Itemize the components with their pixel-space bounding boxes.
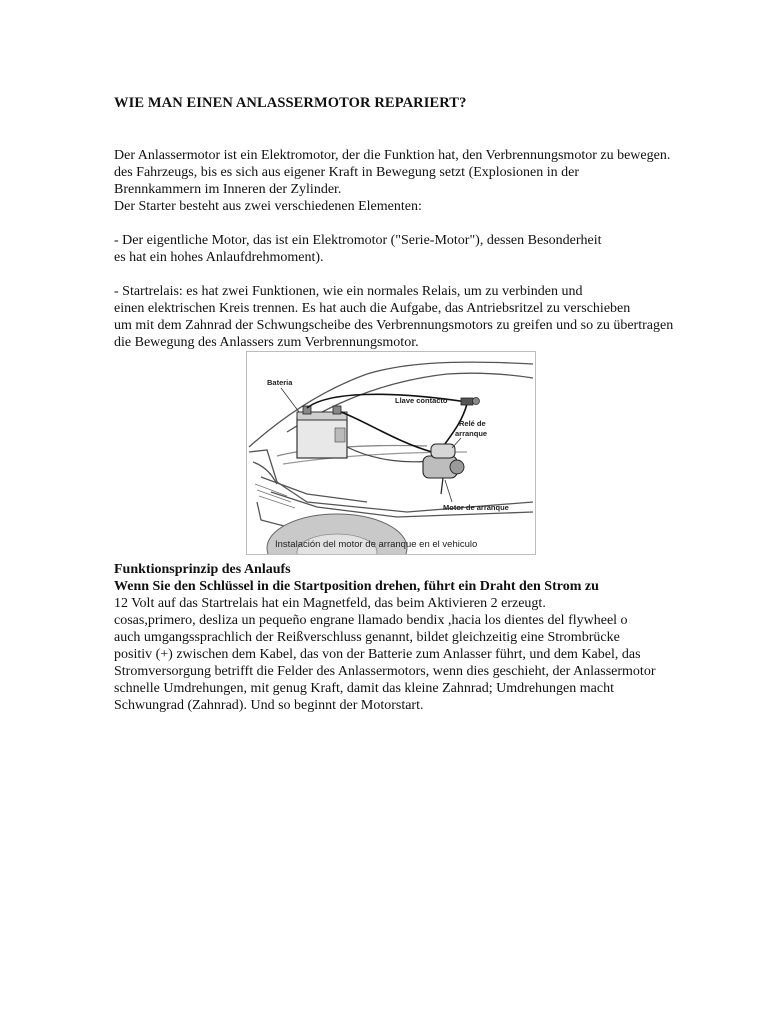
intro-line: des Fahrzeugs, bis es sich aus eigener Kraft in Bewegung setzt (Explosionen in der <box>114 165 579 180</box>
leader-relay <box>452 438 461 448</box>
element1-line: es hat ein hohes Anlaufdrehmoment). <box>114 250 324 265</box>
label-relay-1: Relé de <box>459 419 486 428</box>
document-title: WIE MAN EINEN ANLASSERMOTOR REPARIERT? <box>114 95 467 111</box>
section-line: Stromversorgung betrifft die Felder des Anlassermotors, wenn dies geschieht, der Anlassermotor <box>114 664 656 679</box>
principle-section <box>114 561 734 714</box>
section-line: auch umgangssprachlich der Reißverschluss genannt, bildet gleichzeitig eine Strombrücke <box>114 630 620 645</box>
intro-line: Der Anlassermotor ist ein Elektromotor, der die Funktion hat, den Verbrennungsmotor zu bewegen. <box>114 148 671 163</box>
section-line: positiv (+) zwischen dem Kabel, das von der Batterie zum Anlasser führt, und dem Kabel, das <box>114 647 641 662</box>
section-line: cosas,primero, desliza un pequeño engrane llamado bendix ,hacia los dientes del flywheel o <box>114 613 628 628</box>
label-key: Llave contacto <box>395 396 448 405</box>
element2-line: einen elektrischen Kreis trennen. Es hat auch die Aufgabe, das Antriebsritzel zu verschieben <box>114 301 631 316</box>
section-line: Schwungrad (Zahnrad). Und so beginnt der Motorstart. <box>114 698 424 713</box>
section-bold-line: Wenn Sie den Schlüssel in die Startposition drehen, führt ein Draht den Strom zu <box>114 579 599 594</box>
paragraph-spacer <box>114 215 734 232</box>
paragraph-spacer <box>114 266 734 283</box>
element2-line: - Startrelais: es hat zwei Funktionen, wie ein normales Relais, um zu verbinden und <box>114 284 583 299</box>
leader-motor <box>445 480 452 502</box>
element2-line: die Bewegung des Anlassers zum Verbrennungsmotor. <box>114 335 419 350</box>
intro-line: Brennkammern im Inneren der Zylinder. <box>114 182 342 197</box>
section-heading: Funktionsprinzip des Anlaufs <box>114 562 291 577</box>
starter-installation-figure <box>246 351 536 555</box>
figure-caption: Instalación del motor de arranque en el vehiculo <box>275 539 478 550</box>
car-engine-illustration <box>247 352 535 554</box>
section-line: schnelle Umdrehungen, mit genug Kraft, damit das kleine Zahnrad; Umdrehungen macht <box>114 681 614 696</box>
battery-icon <box>297 406 347 458</box>
label-relay-2: arranque <box>455 429 488 438</box>
leader-battery <box>281 388 299 412</box>
intro-line: Der Starter besteht aus zwei verschiedenen Elementen: <box>114 199 422 214</box>
intro-paragraph <box>114 147 734 351</box>
section-line: 12 Volt auf das Startrelais hat ein Magnetfeld, das beim Aktivieren 2 erzeugt. <box>114 596 546 611</box>
label-motor: Motor de arranque <box>443 503 509 512</box>
element2-line: um mit dem Zahnrad der Schwungscheibe des Verbrennungsmotors zu greifen und so zu übertragen <box>114 318 674 333</box>
ignition-key-icon <box>461 398 480 406</box>
element1-line: - Der eigentliche Motor, das ist ein Elektromotor ("Serie-Motor"), dessen Besonderheit <box>114 233 602 248</box>
label-battery: Bateria <box>267 378 293 387</box>
